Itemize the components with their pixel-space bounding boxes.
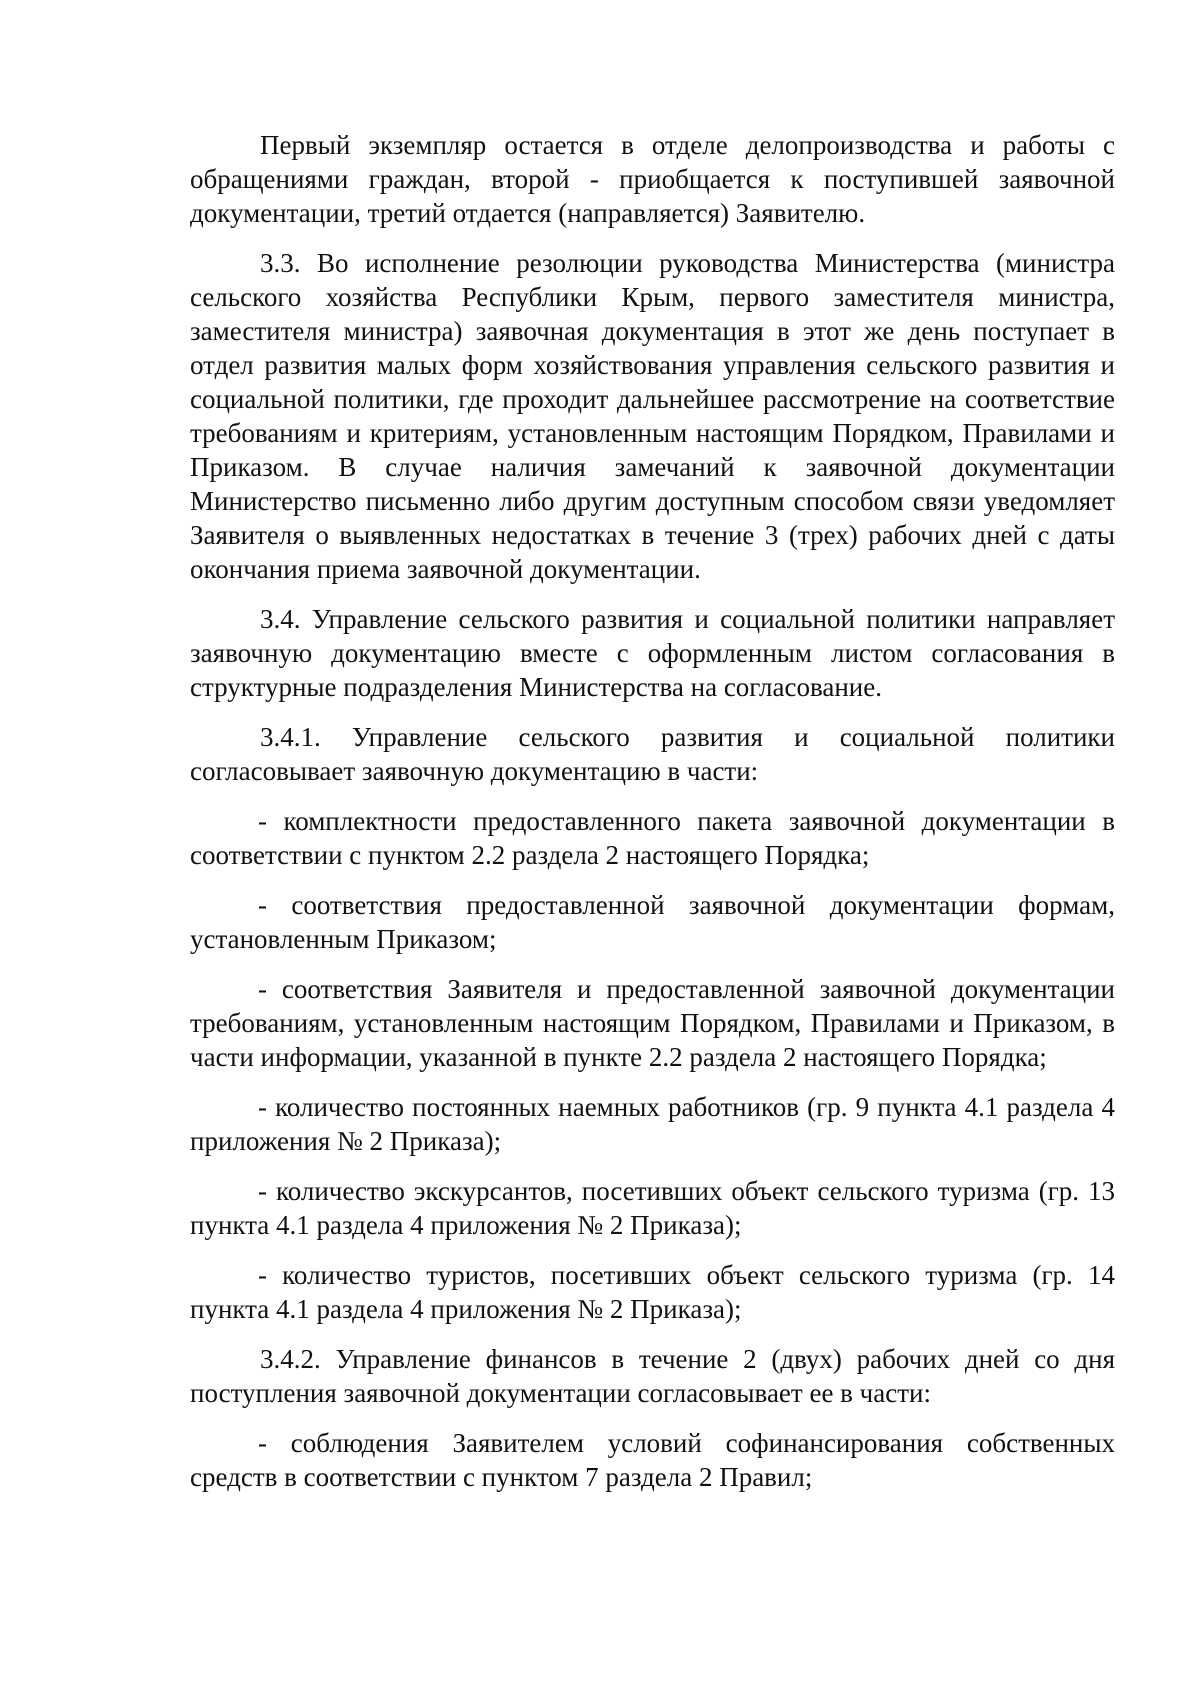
paragraph-3-3: 3.3. Во исполнение резолюции руководства Министерства (министра сельского хозяйства Республики Крым, первого заместителя министра, заместителя министра) заявочная документация в этот же день поступает в отдел развития малых форм хозяйствования управления сельского развития и социальной политики, где проходит дальнейшее рассмотрение на соответствие требованиям и критериям, установленным настоящим Порядком, Правилами и Приказом. В случае наличия замечаний к заявочной документации Министерство письменно либо другим доступным способом связи уведомляет Заявителя о выявленных недостатках в течение 3 (трех) рабочих дней с даты окончания приема заявочной документации. (190, 248, 1115, 584)
list-item-excursionists-count: - количество экскурсантов, посетивших объект сельского туризма (гр. 13 пункта 4.1 раздела 4 приложения № 2 Приказа); (190, 1176, 1115, 1240)
list-item-applicant-compliance: - соответствия Заявителя и предоставленной заявочной документации требованиям, установленным настоящим Порядком, Правилами и Приказом, в части информации, указанной в пункте 2.2 раздела 2 настоящего Порядка; (190, 974, 1115, 1072)
list-item-employees-count: - количество постоянных наемных работников (гр. 9 пункта 4.1 раздела 4 приложения № 2 Приказа); (190, 1092, 1115, 1156)
list-item-completeness: - комплектности предоставленного пакета заявочной документации в соответствии с пунктом 2.2 раздела 2 настоящего Порядка; (190, 806, 1115, 870)
paragraph-copies-distribution: Первый экземпляр остается в отделе делопроизводства и работы с обращениями граждан, второй - приобщается к поступившей заявочной документации, третий отдается (направляется) Заявителю. (190, 130, 1115, 228)
paragraph-3-4-2: 3.4.2. Управление финансов в течение 2 (двух) рабочих дней со дня поступления заявочной документации согласовывает ее в части: (190, 1344, 1115, 1408)
paragraph-3-4-1: 3.4.1. Управление сельского развития и социальной политики согласовывает заявочную документацию в части: (190, 722, 1115, 786)
document-body (190, 128, 1115, 1510)
list-item-forms-compliance: - соответствия предоставленной заявочной документации формам, установленным Приказом; (190, 890, 1115, 954)
list-item-tourists-count: - количество туристов, посетивших объект сельского туризма (гр. 14 пункта 4.1 раздела 4 приложения № 2 Приказа); (190, 1260, 1115, 1324)
list-item-cofinancing: - соблюдения Заявителем условий софинансирования собственных средств в соответствии с пунктом 7 раздела 2 Правил; (190, 1428, 1115, 1492)
paragraph-3-4: 3.4. Управление сельского развития и социальной политики направляет заявочную документацию вместе с оформленным листом согласования в структурные подразделения Министерства на согласование. (190, 604, 1115, 702)
